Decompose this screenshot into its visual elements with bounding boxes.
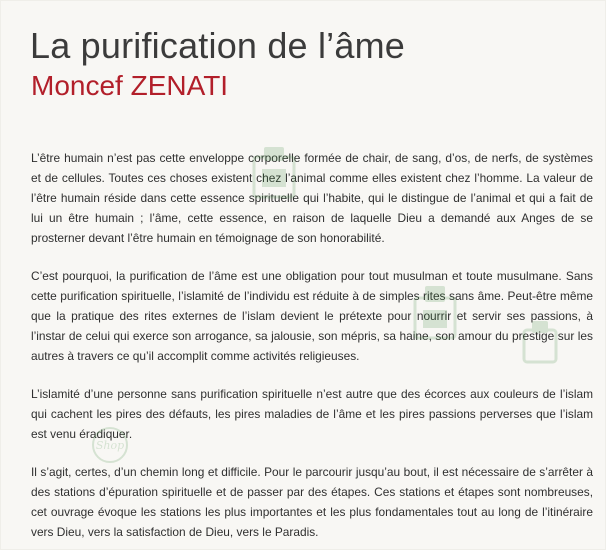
paragraph-3: L’islamité d’une personne sans purification spirituelle n’est autre que des écorces aux couleurs de l’islam qui cachent les pires des défauts, les pires maladies de l’âme et les pires passions perverses que l’islam est venu éradiquer. [31, 387, 593, 441]
paragraph-1: L’être humain n’est pas cette enveloppe corporelle formée de chair, de sang, d’os, de nerfs, de systèmes et de cellules. Toutes ces choses existent chez l’animal comme elles existent chez l’homme. La valeur de l’être humain réside dans cette essence spirituelle qui l’habite, qui le distingue de l’animal et qui a fait de lui un être humain ; l’âme, cette essence, en raison de laquelle Dieu a demandé aux Anges de se prosterner devant l’être humain en témoignage de son honorabilité. [31, 151, 593, 245]
paragraph-4: Il s’agit, certes, d’un chemin long et difficile. Pour le parcourir jusqu’au bout, il est nécessaire de s’arrêter à des stations d’épuration spirituelle et de passer par des étapes. Ces stations et étapes sont nombreuses, cet ouvrage évoque les stations les plus importantes et les plus fondamentales tout au long de l’itinéraire vers Dieu, vers la satisfaction de Dieu, vers le Paradis. [31, 465, 593, 539]
page-title: La purification de l’âme [30, 25, 406, 66]
author-name: Moncef ZENATI [31, 70, 229, 101]
svg-text:Shop: Shop [95, 439, 125, 452]
body-text [31, 148, 593, 550]
paragraph-2: C’est pourquoi, la purification de l’âme est une obligation pour tout musulman et toute musulmane. Sans cette purification spirituelle, l’islamité de l’individu est réduite à de simples rites sans âme. Peut-être même que la pratique des rites externes de l’islam devient le prétexte pour nourrir et servir ses passions, à l’instar de celui qui exerce son arrogance, sa jalousie, son mépris, sa haine, son amour du prestige sur les autres à travers ce qu’il accomplit comme activités religieuses. [31, 269, 593, 363]
